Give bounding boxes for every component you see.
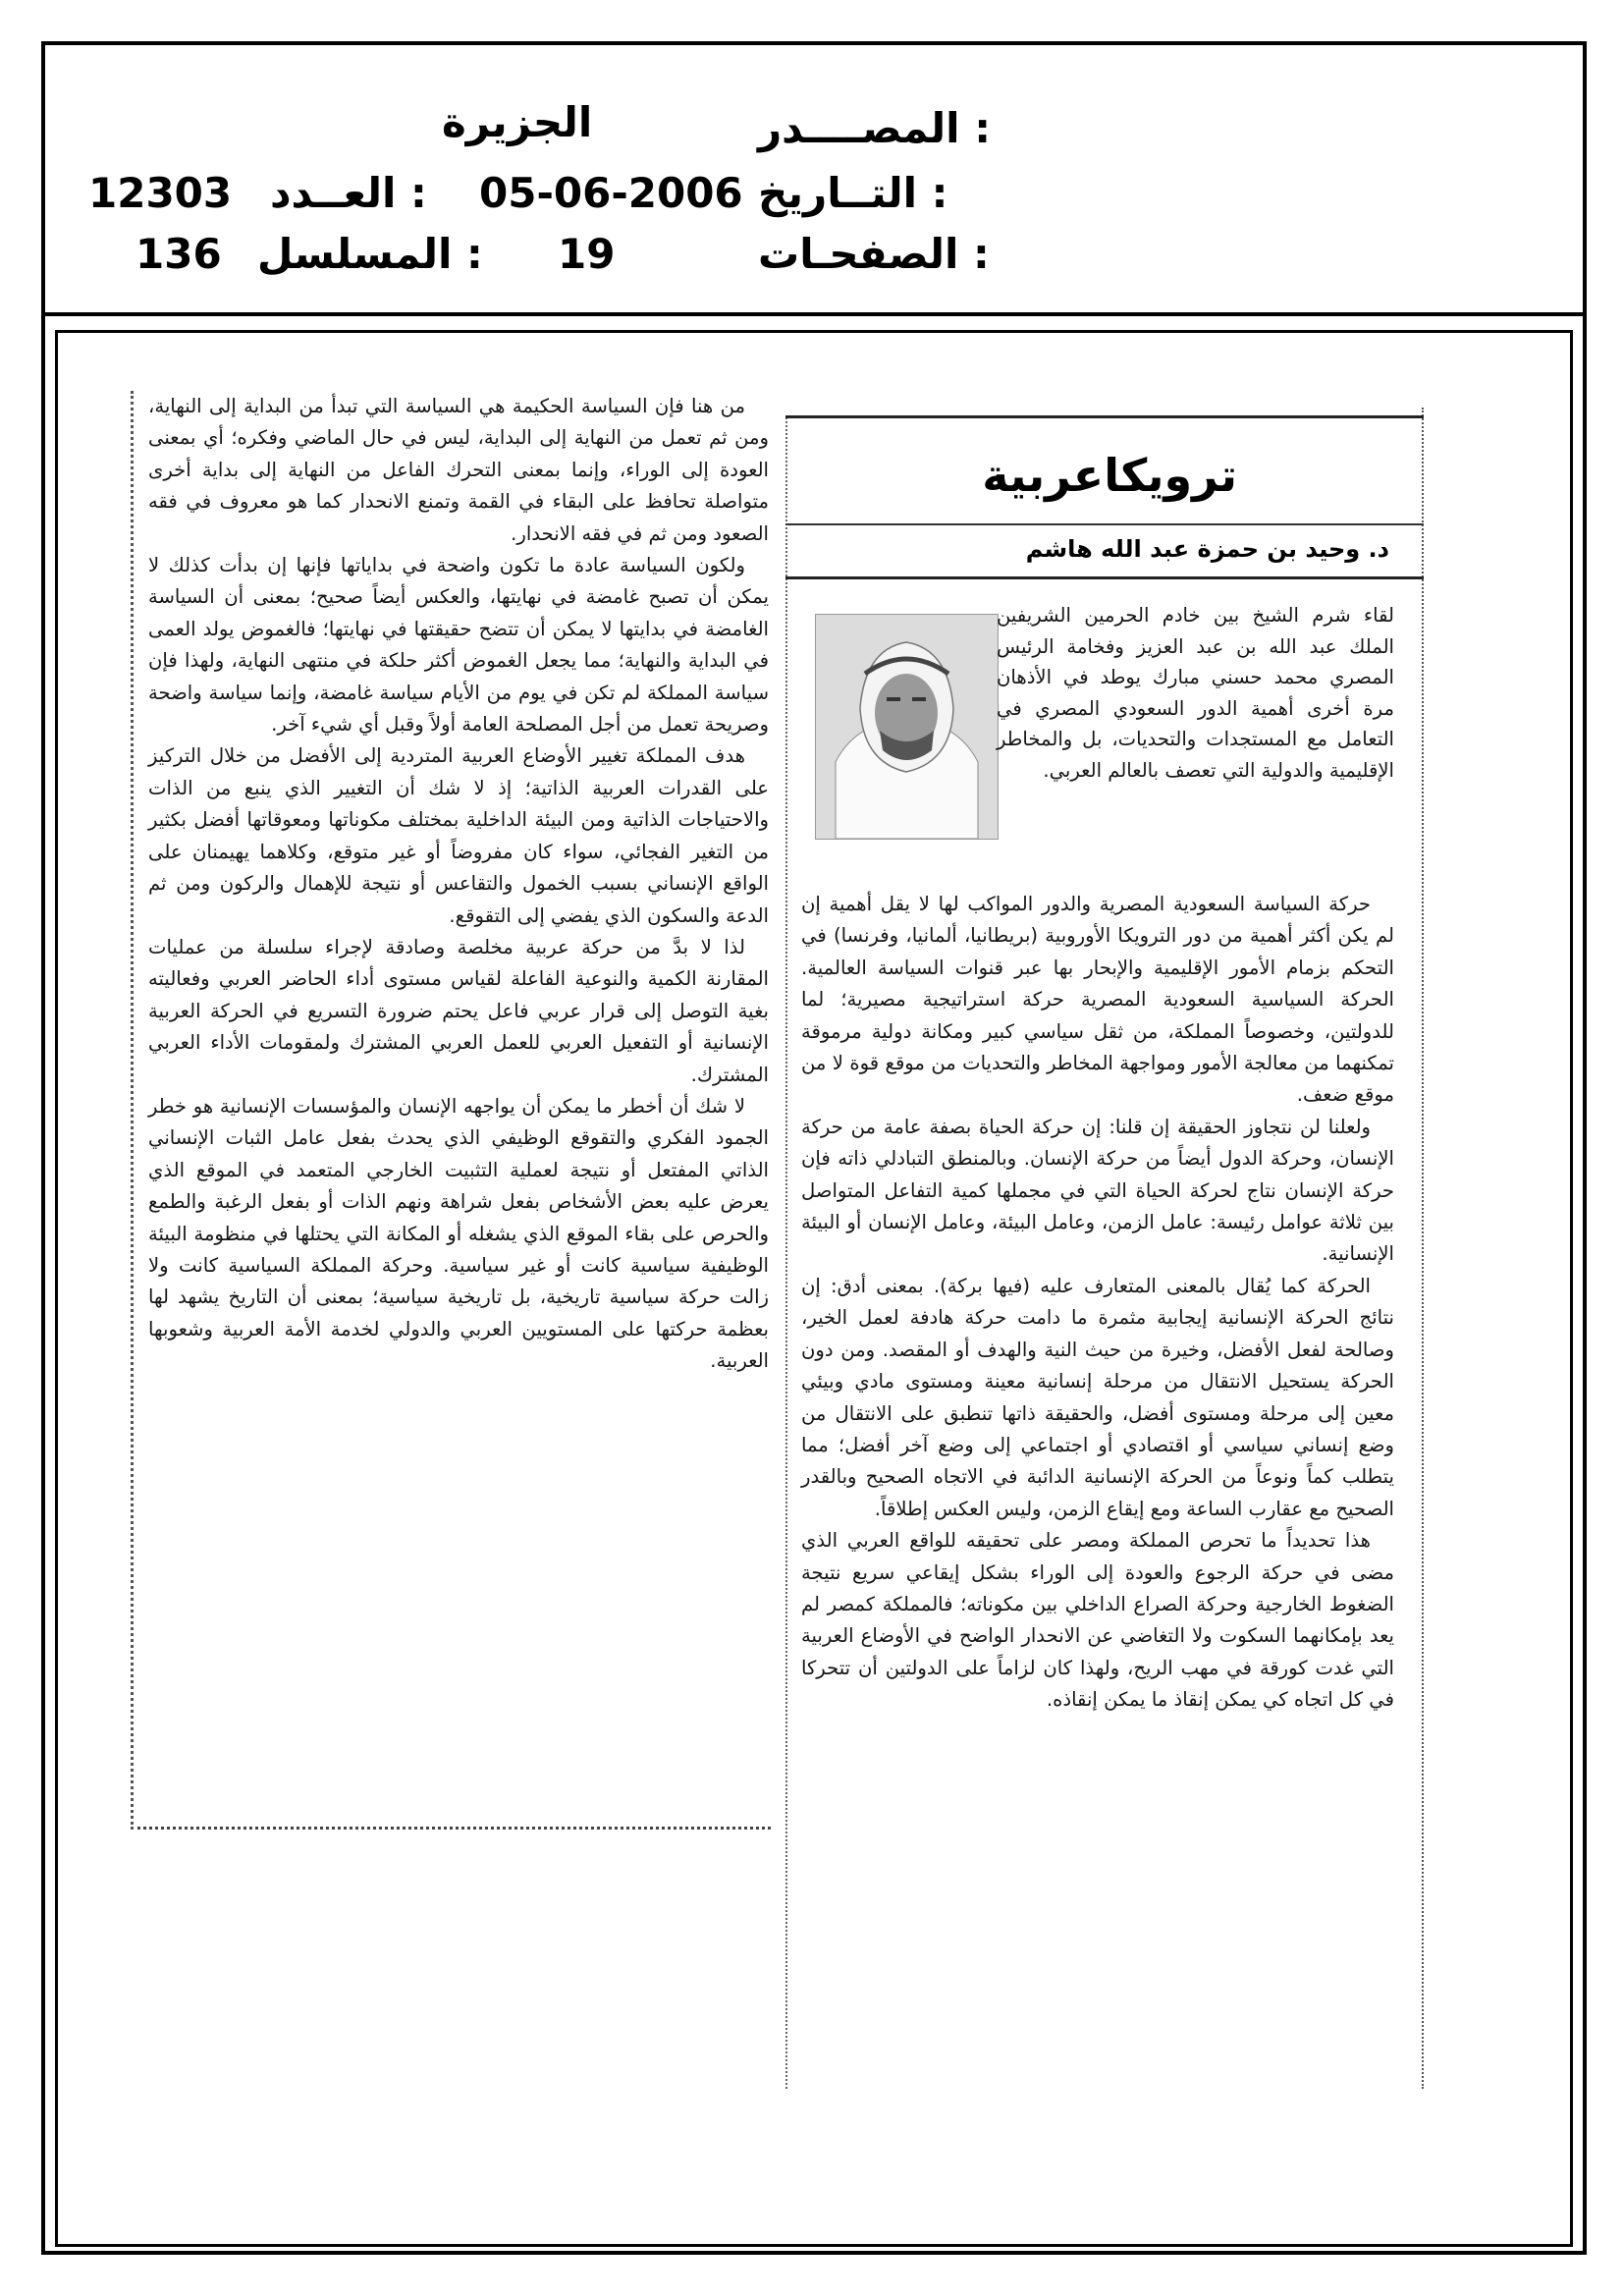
paragraph: هذا تحديداً ما تحرص المملكة ومصر على تحقيقه للواقع العربي الذي مضى في حركة الرجوع والعودة إلى الوراء بشكل إيقاعي سريع نتيجة الضغوط الخارجية وحركة الصراع الداخلي بين مكوناته؛ فالمملكة كمصر لم يعد بإمكانهما السكوت ولا التغاضي عن الانحدار الواضح في الأوضاع العربية التي غدت كورقة في مهب الريح، ولهذا كان لزاماً على الدولتين أن تتحركا في كل اتجاه كي يمكن إنقاذ ما يمكن إنقاذه. [801, 1529, 1394, 1712]
article-title: ترويكاعربية [982, 449, 1237, 502]
serial-label: المسلسل : [257, 230, 483, 278]
article-right-column [785, 408, 1424, 2089]
paragraph: ولكون السياسة عادة ما تكون واضحة في بداياتها فإنها إن بدأت كذلك لا يمكن أن تصبح غامضة في نهايتها، والعكس أيضاً صحيح؛ بمعنى أن السياسة الغامضة في بدايتها لا يمكن أن تتضح حقيقتها في نهايتها؛ فالغموض يولد العمى في البداية والنهاية؛ مما يجعل الغموض أكثر حلكة في منتهى النهاية، ولهذا فإن سياسة المملكة لم تكن في يوم من الأيام سياسة غامضة، وإنما سياسة واضحة وصريحة تعمل من أجل المصلحة العامة أولاً وقبل أي شيء آخر. [148, 554, 769, 737]
paragraph: لذا لا بدَّ من حركة عربية مخلصة وصادقة لإجراء سلسلة من عمليات المقارنة الكمية والنوعية الفاعلة لقياس مستوى أداء الحاضر العربي وفعاليته بغية التوصل إلى قرار عربي فاعل يحتم ضرورة التسريع في الحركة العربية الإنسانية أو التفعيل العربي للعمل العربي المشترك ولمقومات الأداء العربي المشترك. [148, 935, 769, 1086]
top-rule [785, 415, 1424, 418]
article-left-column [131, 391, 771, 1830]
article-intro: لقاء شرم الشيخ بين خادم الحرمين الشريفين الملك عبد الله بن عبد العزيز وفخامة الرئيس المصري محمد حسني مبارك يوطد في الأذهان مرة أخرى أهمية الدور السعودي المصري في التعامل مع المستجدات والتحديات، بل والمخاطر الإقليمية والدولية التي تعصف بالعالم العربي. [997, 604, 1394, 782]
paragraph: حركة السياسة السعودية المصرية والدور المواكب لها لا يقل أهمية إن لم يكن أكثر أهمية من دور الترويكا الأوروبية (بريطانيا، ألمانيا، وفرنسا) في التحكم بزمام الأمور الإقليمية والإبحار بها عبر قنوات السياسة العالمية. الحركة السياسية السعودية المصرية حركة استراتيجية مصيرية؛ لما للدولتين، وخصوصاً المملكة، من ثقل سياسي كبير ومكانة دولية مرموقة تمكنهما من معالجة الأمور ومواجهة المخاطر والتحديات من موقع قوة لا من موقع ضعف. [801, 893, 1394, 1107]
article-author: د. وحيد بن حمزة عبد الله هاشم [1025, 535, 1389, 563]
source-value: الجزيرة [442, 98, 593, 146]
column-left-border [131, 391, 134, 1830]
title-rule [785, 523, 1424, 525]
paragraph: من هنا فإن السياسة الحكيمة هي السياسة التي تبدأ من البداية إلى النهاية، ومن ثم تعمل من النهاية إلى البداية، ليس في حال الماضي وفكره؛ أي بمعنى العودة إلى الوراء، وإنما بمعنى التحرك الفاعل من النهاية إلى بداية أخرى متواصلة تحافظ على البقاء في القمة وتمنع الانحدار كما هو معروف في فقه الصعود ومن ثم في فقه الانحدار. [148, 395, 769, 545]
date-label: التــاريخ : [758, 169, 948, 217]
paragraph: هدف المملكة تغيير الأوضاع العربية المتردية إلى الأفضل من خلال التركيز على القدرات العربية الذاتية؛ إذ لا شك أن التغيير الذي ينبع من الذات والاحتياجات الذاتية ومن البيئة الداخلية بمختلف مكوناتها ومعوقاتها أفضل بكثير من التغير الفجائي، سواء كان مفروضاً أو غير متوقع، وكلاهما يهيمنان على الواقع الإنساني بسبب الخمول والتقاعس أو نتيجة للإهمال والركون ومن ثم الدعة والسكون الذي يفضي إلى التقوقع. [148, 744, 769, 927]
paragraph: الحركة كما يُقال بالمعنى المتعارف عليه (فيها بركة). بمعنى أدق: إن نتائج الحركة الإنسانية إيجابية مثمرة ما دامت حركة هادفة لعمل الخير، وصالحة لفعل الأفضل، وخيرة من حيث النية والهدف أو المقصد. ومن دون الحركة يستحيل الانتقال من مرحلة إنسانية معينة ومستوى مادي وبيئي معين إلى مرحلة ومستوى أفضل، والحقيقة ذاتها تنطبق على الانتقال من وضع إنساني سياسي أو اقتصادي أو اجتماعي إلى وضع آخر أفضل؛ مما يتطلب كماً ونوعاً من الحركة الإنسانية الدائبة في الاتجاه الصحيح وبالقدر الصحيح مع عقارب الساعة ومع إيقاع الزمن، وليس العكس إطلاقاً. [801, 1274, 1394, 1520]
serial-value: 136 [135, 230, 222, 278]
issue-value: 12303 [88, 169, 233, 217]
issue-label: العــدد : [270, 169, 427, 217]
article-right-body [801, 889, 1394, 1717]
pages-label: الصفحـات : [758, 230, 990, 278]
date-value: 05-06-2006 [479, 169, 743, 217]
article-left-body [148, 391, 769, 1378]
paragraph: ولعلنا لن نتجاوز الحقيقة إن قلنا: إن حركة الحياة بصفة عامة من حركة الإنسان، وحركة الدول أيضاً من حركة الإنسان. وبالمنطق التبادلي ذاته فإن حركة الإنسان نتاج لحركة الحياة التي في مجملها كمية التفاعل المتواصل بين ثلاثة عوامل رئيسة: عامل الزمن، وعامل البيئة، وعامل الإنسان أو البيئة الإنسانية. [801, 1115, 1394, 1266]
column-border-left [785, 417, 787, 2089]
pages-value: 19 [558, 230, 616, 278]
source-label: المصــــدر : [758, 104, 991, 152]
paragraph: لا شك أن أخطر ما يمكن أن يواجهه الإنسان والمؤسسات الإنسانية هو خطر الجمود الفكري والتقوقع الوظيفي الذي يحدث بفعل عامل الثبات الإنساني الذاتي المفتعل أو نتيجة لعملية التثبيت الخارجي المتعمد في الموقع الذي يعرض عليه بعض الأشخاص بفعل شراهة ونهم الذات أو بفعل الرغبة والطمع والحرص على بقاء الموقع الذي يشغله أو المكانة التي يحتلها في منظومة البيئة الوظيفية سياسية كانت أو غير سياسية. وحركة المملكة السياسية كانت ولا زالت حركة سياسية تاريخية، بل تاريخية سياسية؛ بمعنى أن التاريخ يشهد لها بعظمة حركتها على المستويين العربي والدولي لخدمة الأمة العربية وشعوبها العربية. [148, 1094, 769, 1373]
author-photo [815, 614, 999, 840]
column-bottom-border [131, 1827, 771, 1830]
column-border-right [1422, 408, 1424, 2089]
byline-rule [785, 576, 1424, 579]
